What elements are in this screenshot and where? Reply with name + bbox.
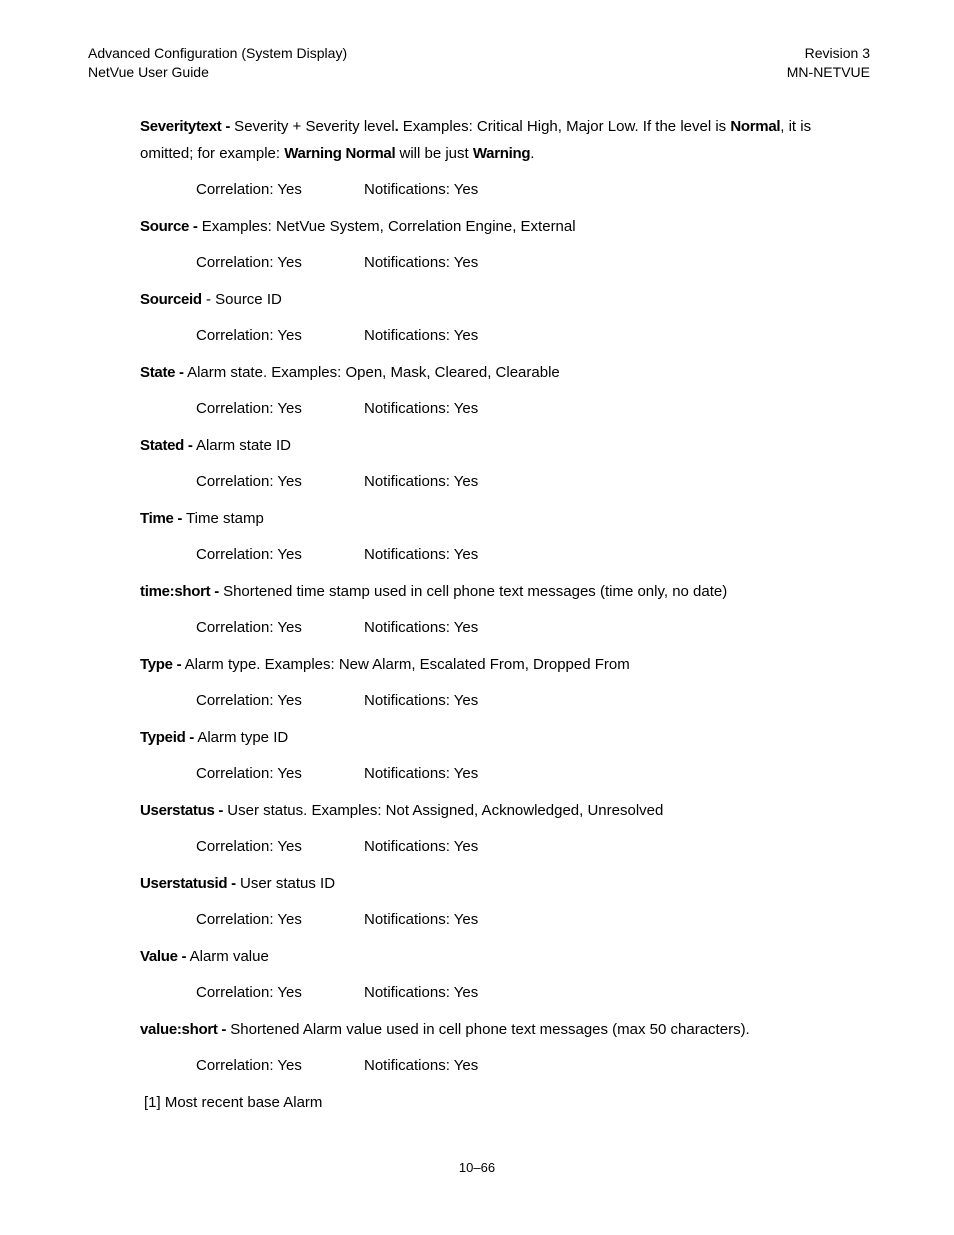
field-desc: Alarm type. Examples: New Alarm, Escalated From, Dropped From xyxy=(181,656,630,673)
notifications-label: Notifications: Yes xyxy=(364,473,479,490)
correlation-label: Correlation: Yes xyxy=(196,546,302,563)
correlation-label: Correlation: Yes xyxy=(196,1057,302,1074)
entry-type xyxy=(140,651,840,678)
correlation-label: Correlation: Yes xyxy=(196,619,302,636)
correlation-label: Correlation: Yes xyxy=(196,692,302,709)
correlation-label: Correlation: Yes xyxy=(196,473,302,490)
meta-row xyxy=(196,983,479,1003)
header-left xyxy=(88,44,347,82)
notifications-label: Notifications: Yes xyxy=(364,911,479,928)
notifications-label: Notifications: Yes xyxy=(364,1057,479,1074)
field-desc-dot: . xyxy=(394,118,399,135)
field-name: Source - xyxy=(140,218,198,235)
meta-row xyxy=(196,910,479,930)
field-desc: Alarm state. Examples: Open, Mask, Cleared, Clearable xyxy=(183,364,560,381)
meta-row xyxy=(196,253,479,273)
field-name: Value - xyxy=(140,948,187,965)
correlation-label: Correlation: Yes xyxy=(196,765,302,782)
notifications-label: Notifications: Yes xyxy=(364,327,479,344)
meta-row xyxy=(196,545,479,565)
entry-userstatusid xyxy=(140,870,840,897)
guide-title: NetVue User Guide xyxy=(88,64,209,80)
notifications-label: Notifications: Yes xyxy=(364,838,479,855)
field-name: Userstatusid - xyxy=(140,875,236,892)
example-warning-normal: Warning Normal xyxy=(284,145,396,162)
footnote: [1] Most recent base Alarm xyxy=(144,1094,323,1111)
field-name: Userstatus - xyxy=(140,802,224,819)
field-desc: Examples: NetVue System, Correlation Engine, External xyxy=(197,218,576,235)
field-desc: Severity + Severity level xyxy=(230,118,395,135)
field-desc: . xyxy=(530,145,535,162)
notifications-label: Notifications: Yes xyxy=(364,254,479,271)
chapter-title: Advanced Configuration (System Display) xyxy=(88,45,348,61)
correlation-label: Correlation: Yes xyxy=(196,181,302,198)
field-name: Type - xyxy=(140,656,182,673)
meta-row xyxy=(196,472,479,492)
field-name: State - xyxy=(140,364,184,381)
entry-sourceid xyxy=(140,286,840,313)
correlation-label: Correlation: Yes xyxy=(196,984,302,1001)
correlation-label: Correlation: Yes xyxy=(196,911,302,928)
correlation-label: Correlation: Yes xyxy=(196,838,302,855)
meta-row xyxy=(196,399,479,419)
revision-label: Revision 3 xyxy=(804,45,870,61)
field-desc: Examples: Critical High, Major Low. If the level is xyxy=(398,118,731,135)
meta-row xyxy=(196,764,479,784)
entry-typeid xyxy=(140,724,840,751)
correlation-label: Correlation: Yes xyxy=(196,327,302,344)
notifications-label: Notifications: Yes xyxy=(364,619,479,636)
entry-severitytext xyxy=(140,113,840,167)
example-warning: Warning xyxy=(472,145,531,162)
notifications-label: Notifications: Yes xyxy=(364,692,479,709)
field-desc: Shortened time stamp used in cell phone text messages (time only, no date) xyxy=(218,583,728,600)
field-name: Typeid - xyxy=(140,729,194,746)
entry-source xyxy=(140,213,840,240)
header-right xyxy=(787,44,870,82)
meta-row xyxy=(196,180,479,200)
field-name: Sourceid xyxy=(140,291,202,308)
meta-row xyxy=(196,691,479,711)
page-number: 10–66 xyxy=(458,1160,496,1175)
field-name: Stated - xyxy=(140,437,193,454)
entry-value-short xyxy=(140,1016,840,1043)
entry-time xyxy=(140,505,840,532)
document-number: MN-NETVUE xyxy=(786,64,870,80)
notifications-label: Notifications: Yes xyxy=(364,181,479,198)
notifications-label: Notifications: Yes xyxy=(364,984,479,1001)
field-desc: Alarm value xyxy=(186,948,269,965)
meta-row xyxy=(196,618,479,638)
notifications-label: Notifications: Yes xyxy=(364,400,479,417)
meta-row xyxy=(196,326,479,346)
field-name: Severitytext - xyxy=(140,118,231,135)
field-name: value:short - xyxy=(140,1021,227,1038)
meta-row xyxy=(196,1056,479,1076)
field-name: Time - xyxy=(140,510,183,527)
entry-stated xyxy=(140,432,840,459)
level-normal: Normal xyxy=(730,118,781,135)
field-name: time:short - xyxy=(140,583,219,600)
entry-value xyxy=(140,943,840,970)
notifications-label: Notifications: Yes xyxy=(364,546,479,563)
entry-state xyxy=(140,359,840,386)
field-desc: will be just xyxy=(395,145,473,162)
correlation-label: Correlation: Yes xyxy=(196,400,302,417)
field-desc: - Source ID xyxy=(201,291,282,308)
field-desc: , it is omitted; for example: xyxy=(140,118,812,162)
field-desc: Shortened Alarm value used in cell phone text messages (max 50 characters). xyxy=(226,1021,750,1038)
correlation-label: Correlation: Yes xyxy=(196,254,302,271)
field-desc: Alarm type ID xyxy=(194,729,289,746)
field-desc: Alarm state ID xyxy=(192,437,291,454)
meta-row xyxy=(196,837,479,857)
notifications-label: Notifications: Yes xyxy=(364,765,479,782)
field-desc: User status ID xyxy=(235,875,336,892)
field-desc: User status. Examples: Not Assigned, Acknowledged, Unresolved xyxy=(223,802,664,819)
entry-time-short xyxy=(140,578,840,605)
entry-userstatus xyxy=(140,797,840,824)
field-desc: Time stamp xyxy=(182,510,264,527)
